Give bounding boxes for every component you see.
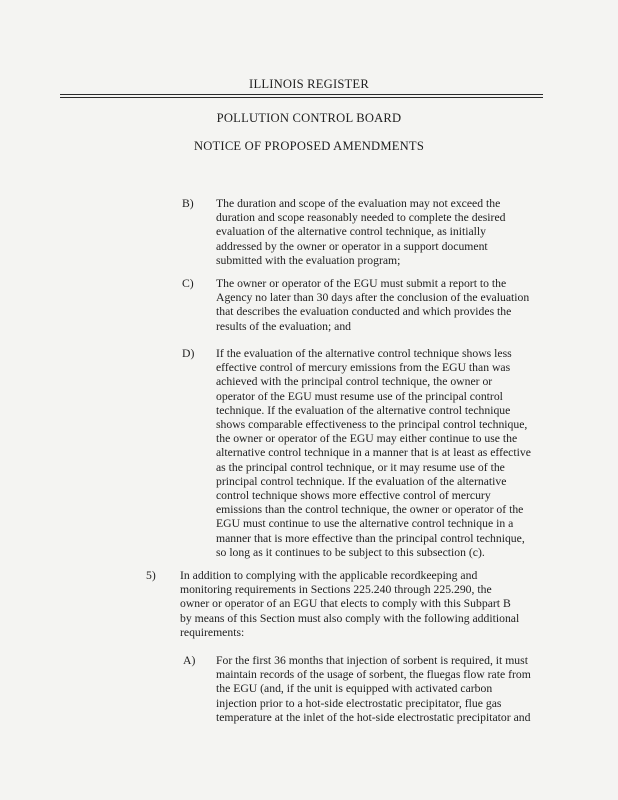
text-line: The duration and scope of the evaluation may not exceed the [216,197,501,210]
text-line: the EGU (and, if the unit is equipped with activated carbon [216,682,493,696]
subsection-b-label: B) [182,197,194,210]
header-rule-top [60,94,543,95]
text-line: For the first 36 months that injection of sorbent is required, it must [216,654,528,667]
text-line: EGU must continue to use the alternative control technique in a [216,517,514,531]
text-line: effective control of mercury emissions from the EGU than was [216,361,511,375]
text-line: duration and scope reasonably needed to complete the desired [216,211,506,225]
register-title: ILLINOIS REGISTER [249,77,369,91]
text-line: manner that is more effective than the principal control technique, [216,531,525,545]
text-line: achieved with the principal control technique, the owner or [216,375,493,389]
text-line: Agency no later than 30 days after the conclusion of the evaluation [216,291,530,305]
subsection-d-text [216,347,546,560]
text-line: In addition to complying with the applicable recordkeeping and [180,569,478,582]
text-line: by means of this Section must also comply with the following additional [180,611,520,625]
text-line: technique. If the evaluation of the alternative control technique [216,403,511,417]
text-line: monitoring requirements in Sections 225.240 through 225.290, the [180,583,492,597]
text-line: that describes the evaluation conducted and which provides the [216,305,512,319]
subsection-c-label: C) [182,277,194,290]
text-line: alternative control technique in a manner that is at least as effective [216,446,531,460]
text-line: shows comparable effectiveness to the principal control technique, [216,418,528,432]
text-line: submitted with the evaluation program; [216,253,401,267]
subsection-b-text [216,197,546,268]
text-line: If the evaluation of the alternative control technique shows less [216,347,512,360]
subsection-a-text [216,654,546,725]
text-line: evaluation of the alternative control technique, as initially [216,225,487,239]
text-line: owner or operator of an EGU that elects to comply with this Subpart B [180,597,511,611]
section-5-label: 5) [146,569,156,582]
subsection-c-text [216,277,546,334]
text-line: addressed by the owner or operator in a support document [216,239,488,253]
text-line: results of the evaluation; and [216,319,352,333]
text-line: maintain records of the usage of sorbent, the fluegas flow rate from [216,668,531,682]
text-line: injection prior to a hot-side electrostatic precipitator, flue gas [216,696,502,710]
text-line: so long as it continues to be subject to this subsection (c). [216,545,485,559]
section-5-text [180,569,550,640]
text-line: as the principal control technique, or it may resume use of the [216,460,505,474]
notice-title: NOTICE OF PROPOSED AMENDMENTS [193,139,425,153]
header-rule-bottom [60,97,543,98]
text-line: principal control technique. If the evaluation of the alternative [216,474,507,488]
subsection-d-label: D) [182,347,195,360]
text-line: control technique shows more effective control of mercury [216,489,491,503]
text-line: operator of the EGU must resume use of the principal control [216,389,503,403]
text-line: temperature at the inlet of the hot-side electrostatic precipitator and [216,710,531,724]
text-line: The owner or operator of the EGU must submit a report to the [216,277,507,290]
board-title: POLLUTION CONTROL BOARD [216,111,402,125]
subsection-a-label: A) [183,654,196,667]
text-line: the owner or operator of the EGU may either continue to use the [216,432,518,446]
text-line: emissions than the control technique, the owner or operator of the [216,503,524,517]
text-line: requirements: [180,625,245,639]
